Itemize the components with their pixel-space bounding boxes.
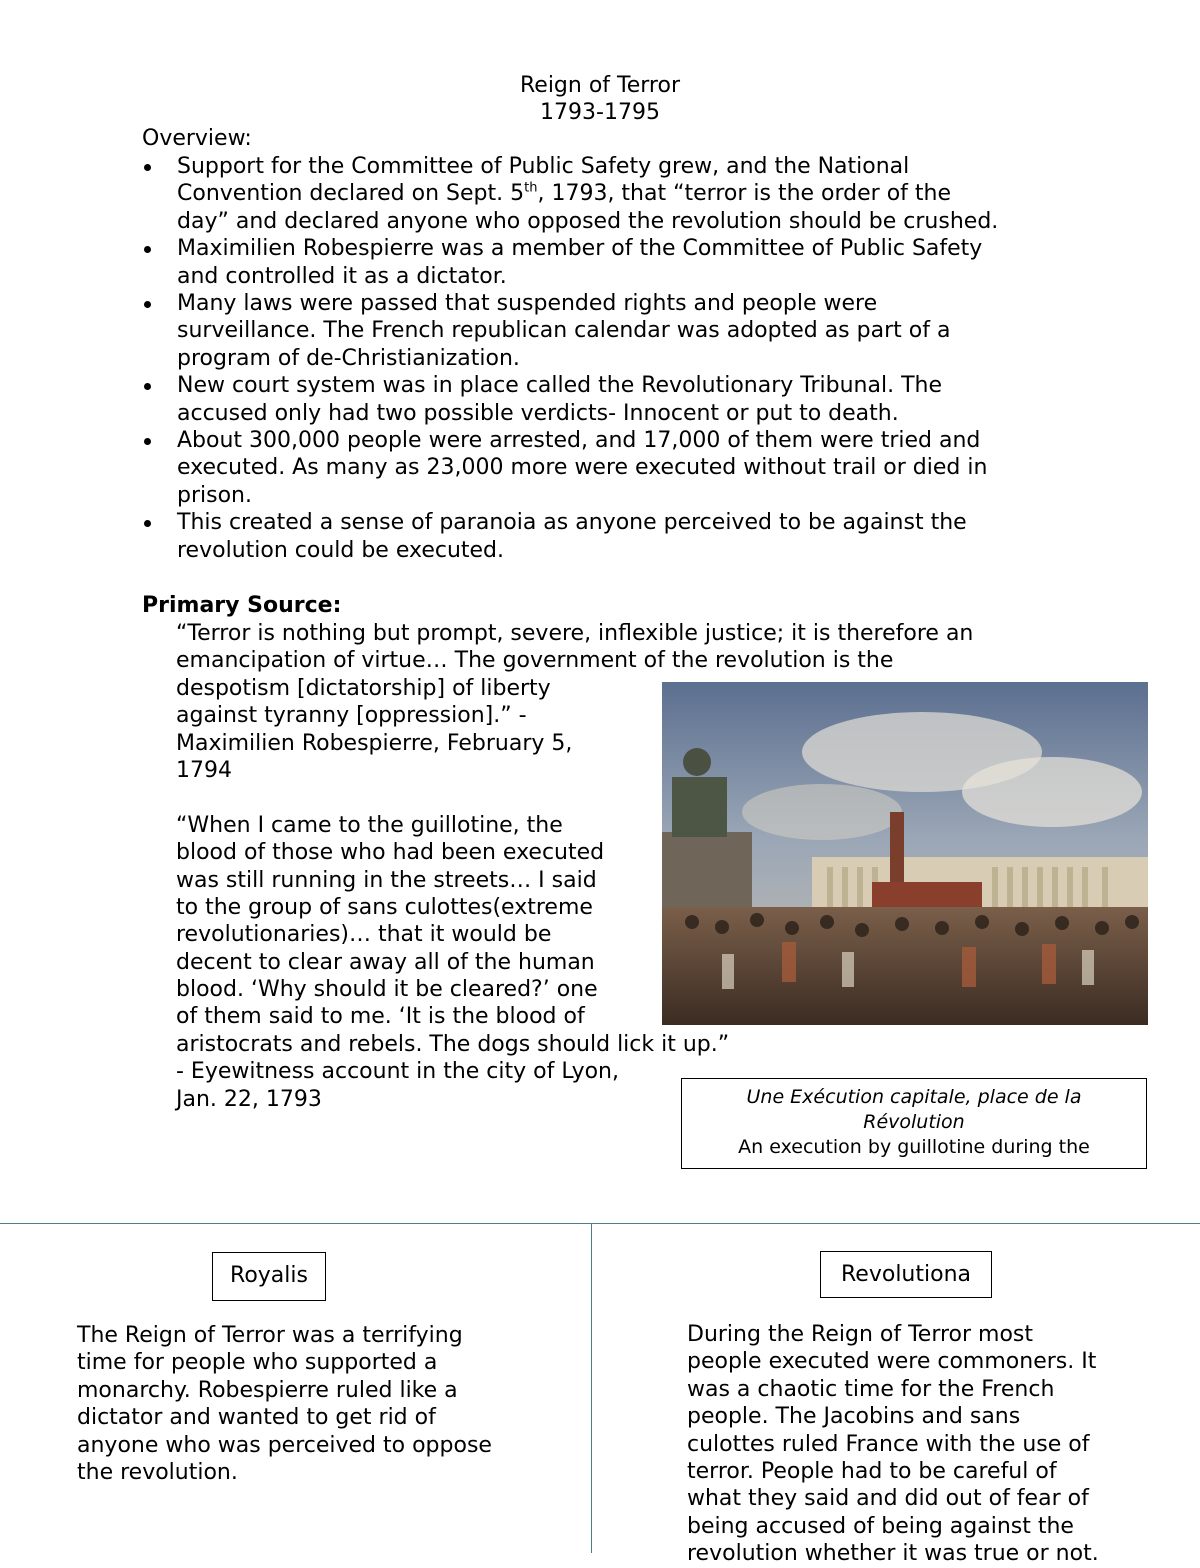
paragraph-line: time for people who supported a [77,1350,438,1376]
bullet-line: Many laws were passed that suspended rights and people were [177,291,878,317]
bullet-line: surveillance. The French republican calendar was adopted as part of a [177,318,951,344]
quote-line: aristocrats and rebels. The dogs should lick it up.” [176,1031,730,1057]
list-item [142,290,1072,372]
title-line: Reign of Terror [519,73,680,98]
quote-line: was still running in the streets… I said [176,867,597,893]
execution-painting [662,682,1148,1025]
quote-line: against tyranny [oppression].” - [176,703,527,729]
caption-title-line: Révolution [863,1111,965,1133]
quote-line: - Eyewitness account in the city of Lyon, [176,1059,619,1085]
list-item [142,153,1072,235]
revolutionary-text [687,1321,1099,1568]
paragraph-line: anyone who was perceived to oppose [77,1432,492,1458]
bullet-line [177,180,1072,207]
horizontal-divider [0,1223,1200,1224]
bullet-line: prison. [177,482,252,508]
paragraph-line: was a chaotic time for the French [687,1376,1055,1402]
list-item [142,235,1072,290]
paragraph-line: The Reign of Terror was a terrifying [77,1323,463,1348]
bullet-line: program of de-Christianization. [177,345,520,371]
bullet-line: New court system was in place called the Revolutionary Tribunal. The [177,373,942,399]
bullet-line: revolution could be executed. [177,537,505,563]
paragraph-line: revolution whether it was true or not. [687,1541,1099,1567]
bullet-line: Support for the Committee of Public Safety grew, and the National [177,154,910,179]
paragraph-line: people. The Jacobins and sans [687,1404,1021,1430]
quote-line: decent to clear away all of the human [176,949,595,975]
quote-line: blood. ‘Why should it be cleared?’ one [176,977,598,1003]
paragraph-line: being accused of being against the [687,1513,1074,1539]
paragraph-line: people executed were commoners. It [687,1349,1097,1375]
paragraph-line: dictator and wanted to get rid of [77,1405,436,1431]
quote-line: “When I came to the guillotine, the [176,812,563,838]
bullet-line: About 300,000 people were arrested, and 17,000 of them were tried and [177,428,981,454]
paragraph-line: During the Reign of Terror most [687,1322,1034,1347]
bullet-line: This created a sense of paranoia as anyone perceived to be against the [177,510,967,536]
bullet-line: day” and declared anyone who opposed the revolution should be crushed. [177,208,999,234]
quote-line: blood of those who had been executed [176,840,605,866]
quote-line: 1794 [176,757,232,783]
quote-line: revolutionaries)… that it would be [176,922,552,948]
list-item [142,427,1072,509]
superscript: th [524,181,538,197]
overview-label: Overview: [142,126,252,151]
page-title [0,72,1200,126]
bullet-line: accused only had two possible verdicts- Innocent or put to death. [177,400,899,426]
caption-description: An execution by guillotine during the [738,1136,1090,1158]
title-years: 1793-1795 [540,100,660,125]
quote-line: emancipation of virtue… The government of the revolution is the [176,648,894,674]
overview-list [142,153,1072,564]
quote-line: Maximilien Robespierre, February 5, [176,730,573,756]
royalist-text [77,1322,492,1486]
list-item [142,509,1072,564]
list-item [142,372,1072,427]
royalist-label: Royalis [212,1252,326,1301]
quote-line: of them said to me. ‘It is the blood of [176,1004,585,1030]
quote-line: to the group of sans culottes(extreme [176,894,593,920]
quote-line: Jan. 22, 1793 [176,1086,322,1112]
bullet-line: Maximilien Robespierre was a member of the Committee of Public Safety [177,236,983,262]
caption-title-line: Une Exécution capitale, place de la [746,1086,1082,1108]
bullet-line: executed. As many as 23,000 more were executed without trail or died in [177,455,988,481]
revolutionary-label: Revolutiona [820,1251,992,1298]
bullet-line: and controlled it as a dictator. [177,263,507,289]
vertical-divider [591,1223,592,1553]
bullet-text: , 1793, that “terror is the order of the [537,181,951,207]
image-caption [681,1078,1147,1169]
quote-line: “Terror is nothing but prompt, severe, inflexible justice; it is therefore an [176,621,974,646]
paragraph-line: terror. People had to be careful of [687,1458,1057,1484]
paragraph-line: monarchy. Robespierre ruled like a [77,1377,458,1403]
paragraph-line: what they said and did out of fear of [687,1486,1089,1512]
primary-source-heading: Primary Source: [142,593,342,618]
paragraph-line: the revolution. [77,1459,238,1485]
quote-line: despotism [dictatorship] of liberty [176,675,551,701]
bullet-text: Convention declared on Sept. 5 [177,181,525,207]
paragraph-line: culottes ruled France with the use of [687,1431,1090,1457]
